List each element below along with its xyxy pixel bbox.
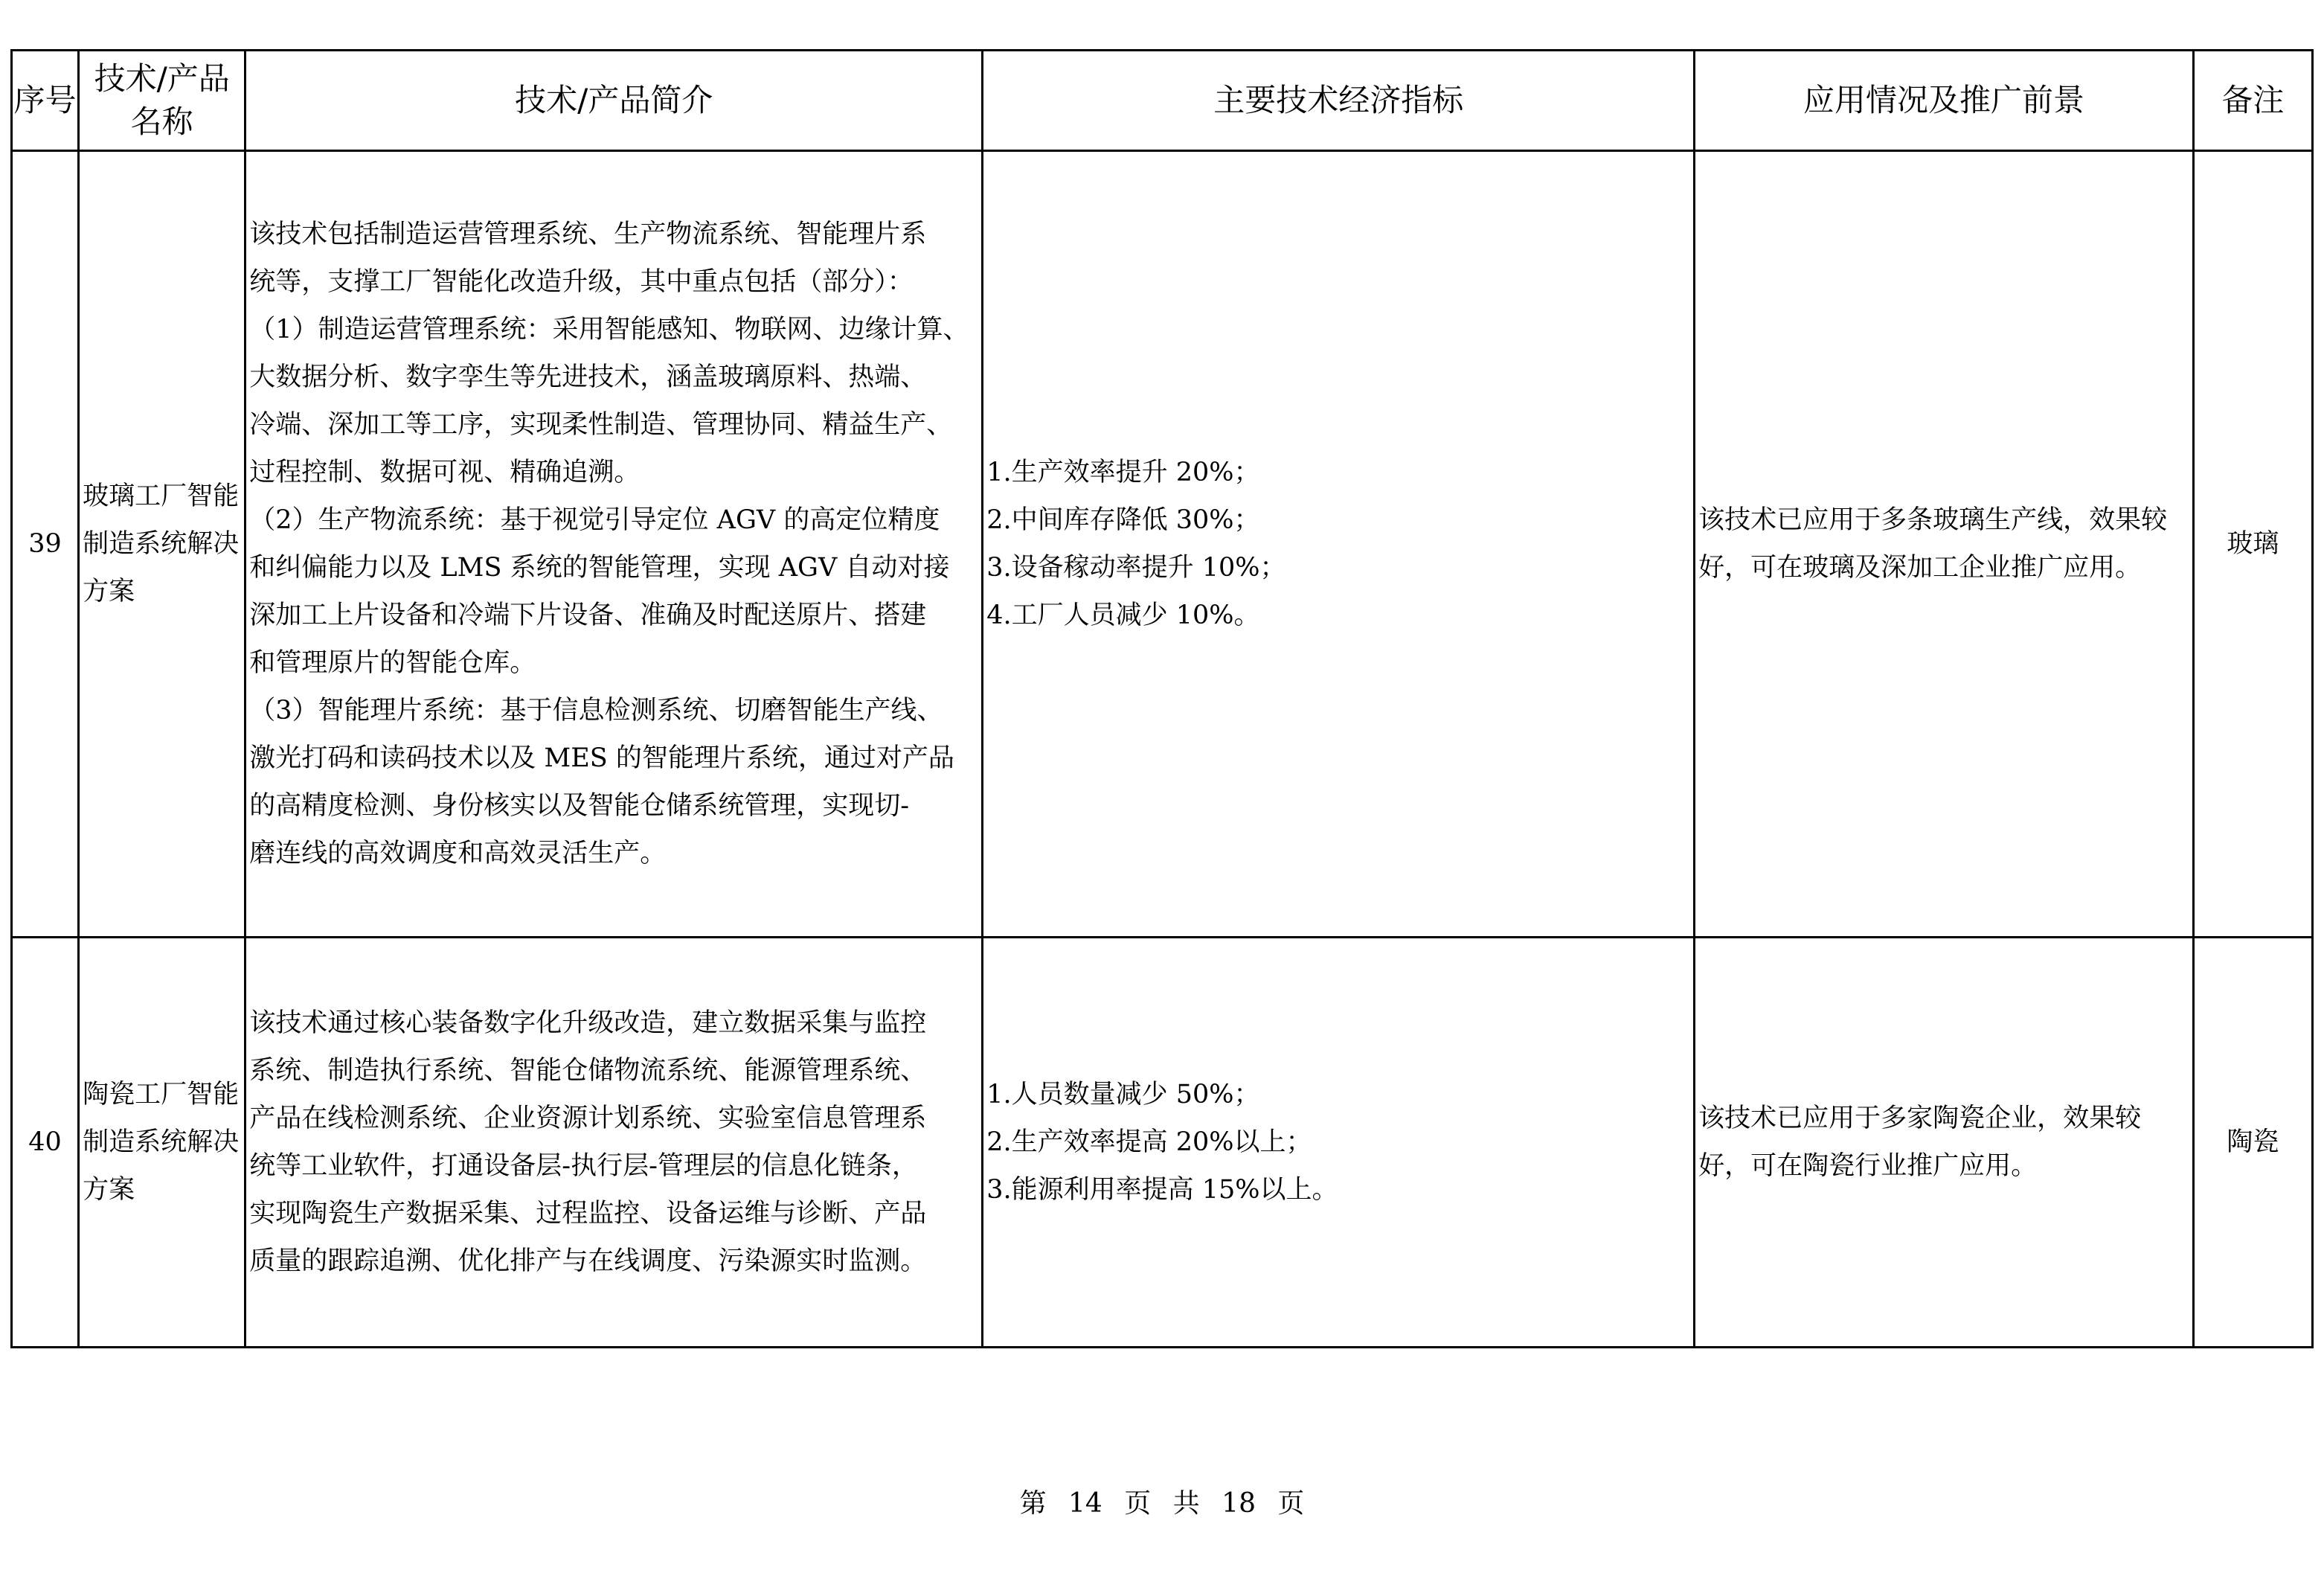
- page-number: 第 14 页 共 18 页: [1019, 1488, 1305, 1519]
- description-line: （2）生产物流系统：基于视觉引导定位 AGV 的高定位精度: [249, 505, 940, 535]
- row-number: 39: [12, 151, 79, 938]
- indicator-line: 3.设备稼动率提升 10%；: [986, 553, 1286, 583]
- description-line: 该技术包括制造运营管理系统、生产物流系统、智能理片系: [249, 220, 927, 249]
- product-name: 玻璃工厂智能制造系统解决方案: [79, 151, 245, 938]
- header-num: 序号: [12, 51, 79, 151]
- header-name: 技术/产品名称: [79, 51, 245, 151]
- description-line: 的高精度检测、身份核实以及智能仓储系统管理，实现切-: [249, 791, 910, 821]
- product-description: [245, 151, 983, 938]
- description-line: 产品在线检测系统、企业资源计划系统、实验室信息管理系: [249, 1104, 927, 1133]
- description-line: 深加工上片设备和冷端下片设备、准确及时配送原片、搭建: [249, 601, 927, 630]
- description-line: （3）智能理片系统：基于信息检测系统、切磨智能生产线、: [249, 696, 943, 726]
- header-note: 备注: [2193, 51, 2312, 151]
- description-line: 磨连线的高效调度和高效灵活生产。: [249, 839, 667, 868]
- description-line: 过程控制、数据可视、精确追溯。: [249, 458, 641, 487]
- description-line: 统等工业软件，打通设备层-执行层-管理层的信息化链条，: [249, 1151, 918, 1181]
- product-name: 陶瓷工厂智能制造系统解决方案: [79, 938, 245, 1348]
- table-header-row: [12, 51, 2313, 151]
- note: 玻璃: [2193, 151, 2312, 938]
- header-application: 应用情况及推广前景: [1695, 51, 2194, 151]
- economic-indicators: [983, 938, 1695, 1348]
- description-line: 冷端、深加工等工序，实现柔性制造、管理协同、精益生产、: [249, 410, 953, 440]
- description-line: 统等，支撑工厂智能化改造升级，其中重点包括（部分）：: [249, 267, 914, 297]
- indicator-line: 1.生产效率提升 20%；: [986, 458, 1260, 487]
- indicator-line: 2.生产效率提高 20%以上；: [986, 1127, 1312, 1157]
- application-prospect: 该技术已应用于多条玻璃生产线，效果较好，可在玻璃及深加工企业推广应用。: [1695, 151, 2194, 938]
- description-line: 质量的跟踪追溯、优化排产与在线调度、污染源实时监测。: [249, 1246, 927, 1276]
- table-row: [12, 938, 2313, 1348]
- indicator-line: 4.工厂人员减少 10%。: [986, 601, 1260, 630]
- description-line: 和纠偏能力以及 LMS 系统的智能管理，实现 AGV 自动对接: [249, 553, 950, 583]
- header-desc: 技术/产品简介: [245, 51, 983, 151]
- description-line: 实现陶瓷生产数据采集、过程监控、设备运维与诊断、产品: [249, 1199, 927, 1229]
- description-line: 和管理原片的智能仓库。: [249, 648, 536, 678]
- description-line: 该技术通过核心装备数字化升级改造，建立数据采集与监控: [249, 1008, 927, 1038]
- indicator-line: 1.人员数量减少 50%；: [986, 1080, 1260, 1109]
- indicator-line: 2.中间库存降低 30%；: [986, 505, 1260, 535]
- description-line: 激光打码和读码技术以及 MES 的智能理片系统，通过对产品: [249, 743, 954, 773]
- description-line: （1）制造运营管理系统：采用智能感知、物联网、边缘计算、: [249, 315, 969, 345]
- indicator-line: 3.能源利用率提高 15%以上。: [986, 1175, 1338, 1205]
- note: 陶瓷: [2193, 938, 2312, 1348]
- economic-indicators: [983, 151, 1695, 938]
- description-line: 系统、制造执行系统、智能仓储物流系统、能源管理系统、: [249, 1056, 927, 1086]
- description-line: 大数据分析、数字孪生等先进技术，涵盖玻璃原料、热端、: [249, 362, 927, 392]
- table-row: [12, 151, 2313, 938]
- header-indicators: 主要技术经济指标: [983, 51, 1695, 151]
- technology-table: [10, 49, 2314, 1348]
- product-description: [245, 938, 983, 1348]
- application-prospect: 该技术已应用于多家陶瓷企业，效果较好，可在陶瓷行业推广应用。: [1695, 938, 2194, 1348]
- row-number: 40: [12, 938, 79, 1348]
